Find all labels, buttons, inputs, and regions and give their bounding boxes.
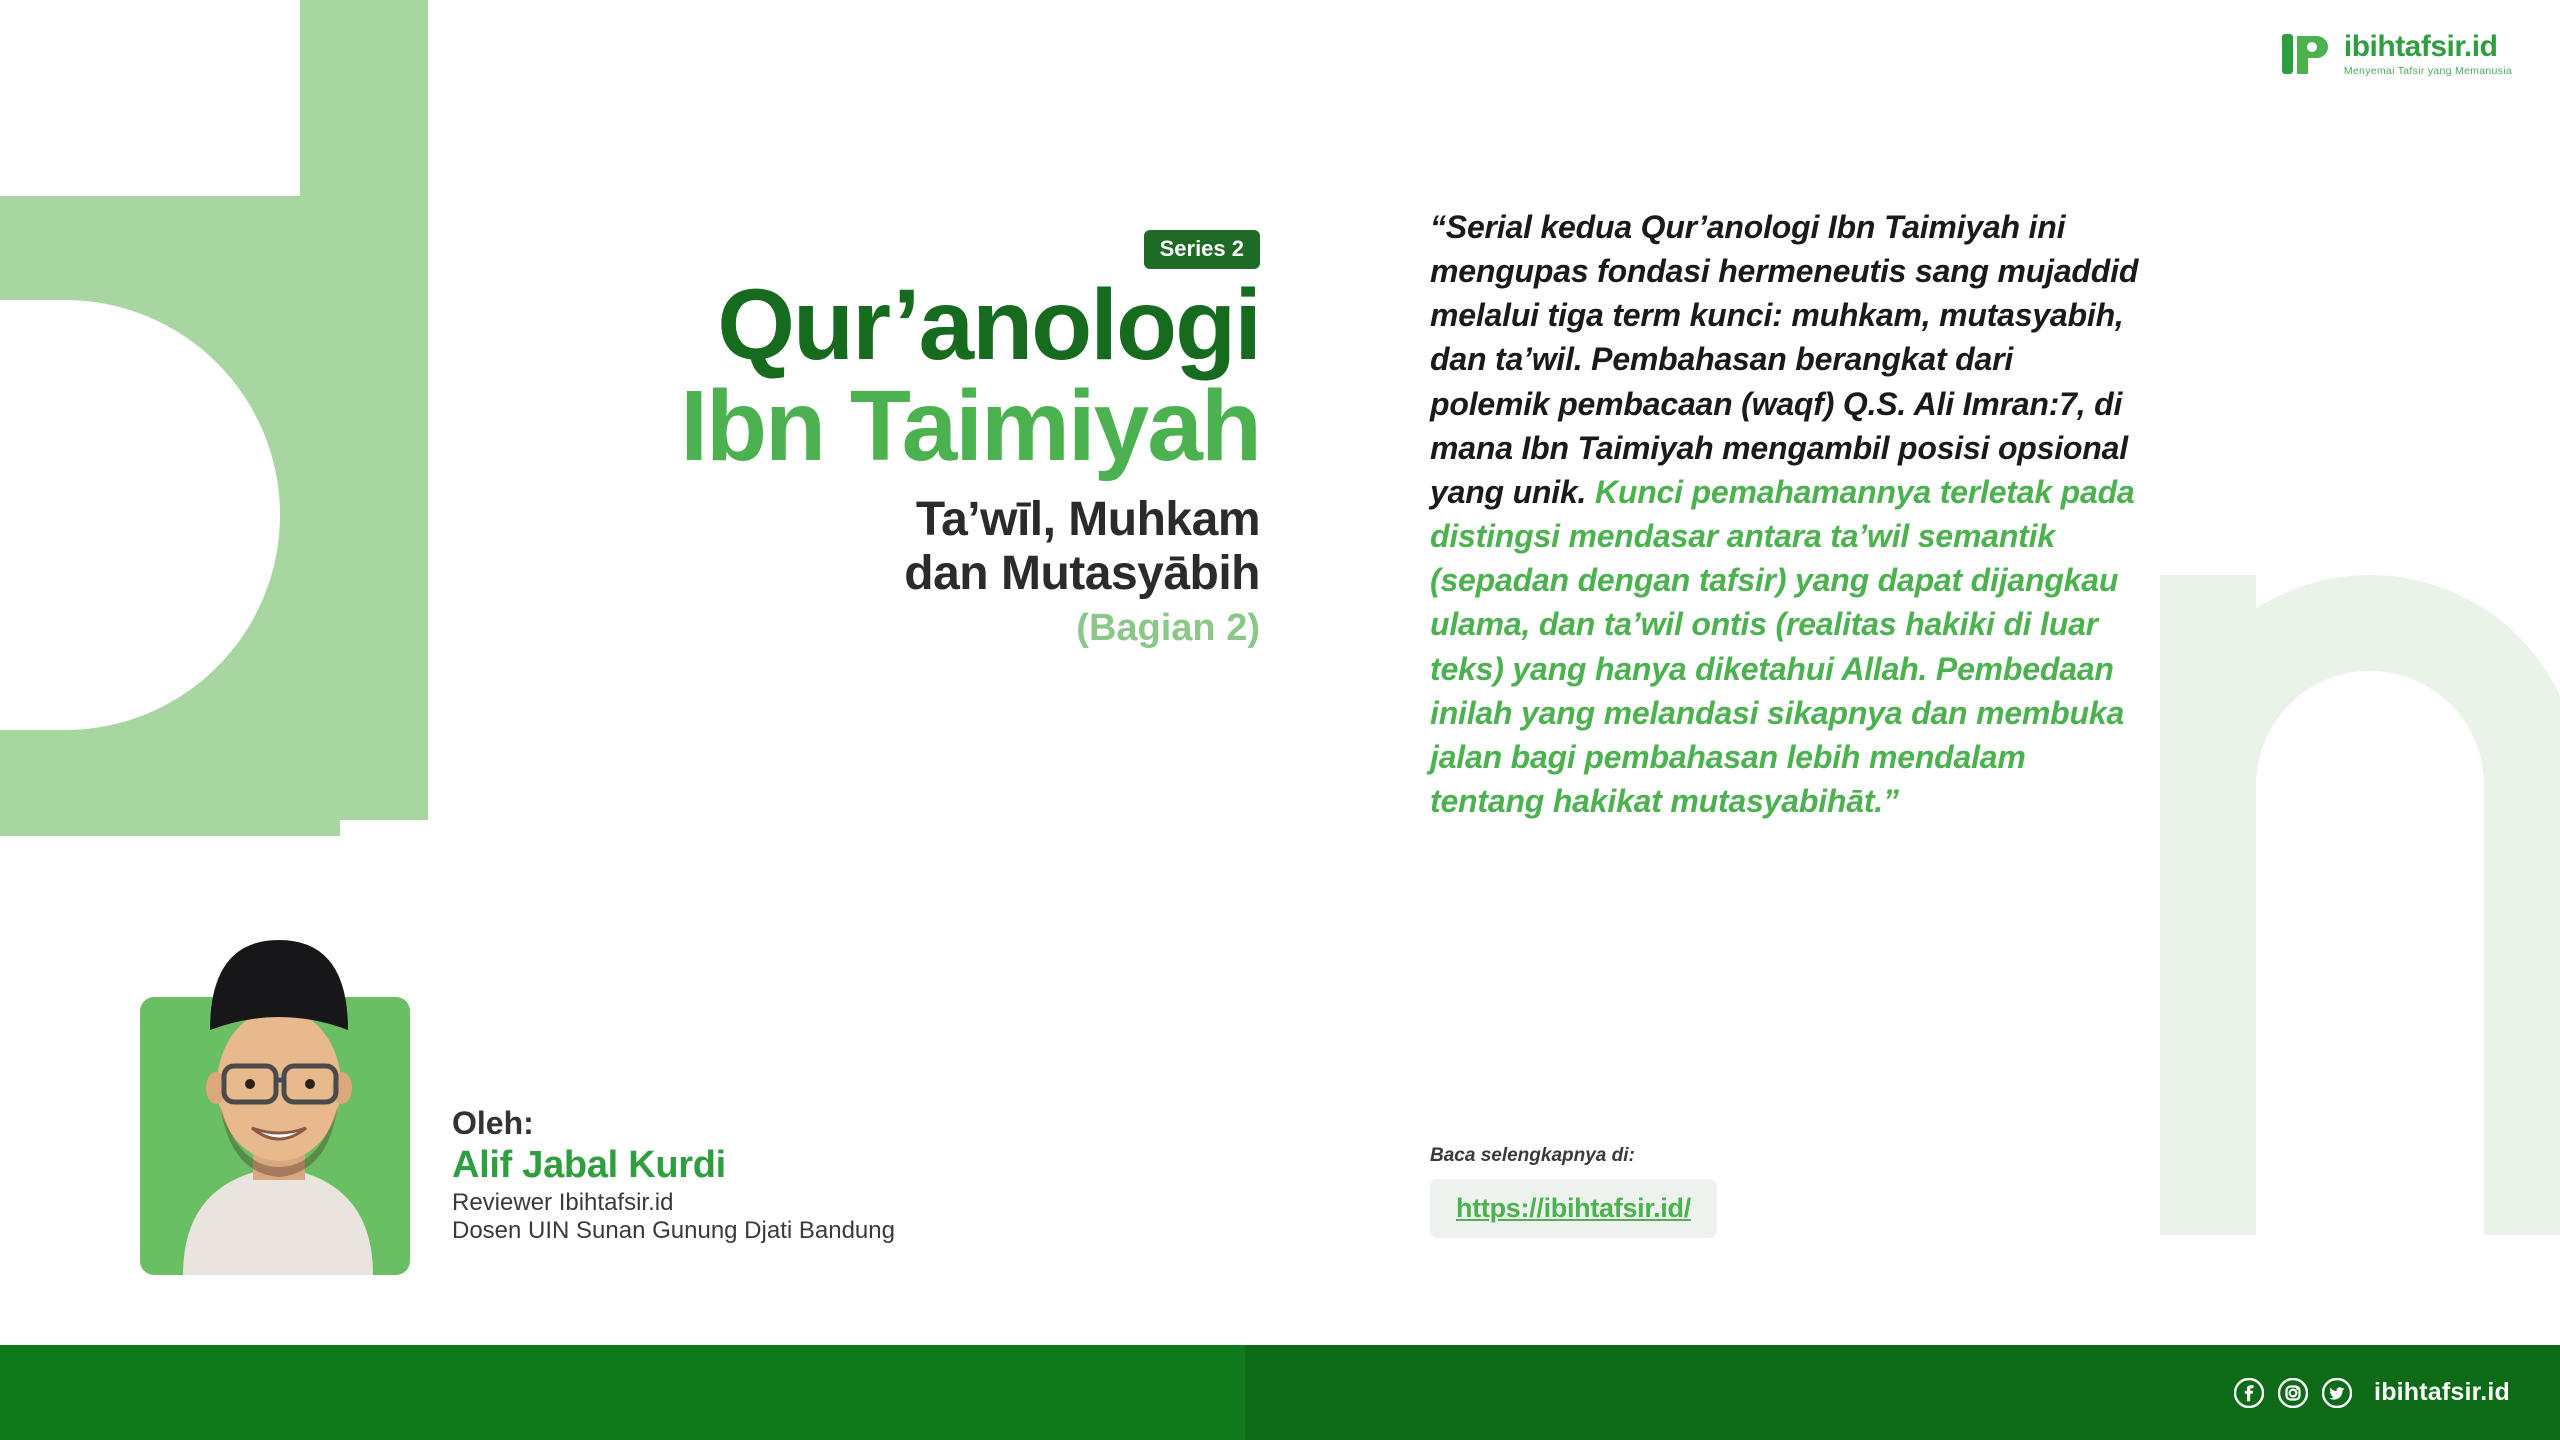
decorative-shape-n-right (2484, 725, 2560, 1235)
author-role-line2: Dosen UIN Sunan Gunung Djati Bandung (452, 1217, 895, 1244)
decorative-shape-n (2160, 575, 2560, 1235)
read-more-block (1430, 1145, 1717, 1238)
page-title-line2: Ibn Taimiyah (680, 370, 1260, 482)
avatar (140, 880, 410, 1275)
quote-block (1430, 205, 2140, 823)
logo-tagline: Menyemai Tafsir yang Memanusia (2343, 64, 2512, 77)
page-title-line1: Qur’anologi (717, 269, 1260, 381)
quote-plain-text: “Serial kedua Qur’anologi Ibn Taimiyah ini mengupas fondasi hermeneutis sang mujaddid melalui tiga term kunci: muhkam, mutasyabih, dan ta’wil. Pembahasan berangkat dari polemik pembacaan (waqf) Q.S. Ali Imran:7, di mana Ibn Taimiyah mengambil posisi opsional yang unik. (1430, 209, 2139, 510)
author-name: Alif Jabal Kurdi (452, 1144, 726, 1186)
quote-highlight-text: Kunci pemahamannya terletak pada distingsi mendasar antara ta’wil semantik (sepadan dengan tafsir) yang dapat dijangkau ulama, dan ta’wil ontis (realitas hakiki di luar teks) yang hanya diketahui Allah. Pembedaan inilah yang melandasi sikapnya dan membuka jalan bagi pembahasan lebih mendalam tentang hakikat mutasyabihāt.” (1430, 473, 2135, 820)
footer-social-group (2234, 1345, 2510, 1440)
page-subtitle-line1: Ta’wīl, Muhkam (915, 493, 1260, 546)
read-more-label: Baca selengkapnya di: (1430, 1145, 1635, 1166)
author-role-line1: Reviewer Ibihtafsir.id (452, 1189, 674, 1216)
facebook-icon[interactable] (2234, 1378, 2264, 1408)
author-info (452, 1105, 895, 1245)
page-subtitle-line2: dan Mutasyābih (904, 546, 1260, 600)
brand-logo[interactable] (2282, 30, 2512, 78)
logo-title: ibihtafsir.id (2343, 29, 2498, 63)
author-prefix: Oleh: (452, 1105, 534, 1141)
twitter-icon[interactable] (2322, 1378, 2352, 1408)
instagram-icon[interactable] (2278, 1378, 2308, 1408)
author-portrait-illustration (158, 880, 398, 1275)
read-more-link[interactable]: https://ibihtafsir.id/ (1430, 1179, 1717, 1238)
footer-handle: ibihtafsir.id (2374, 1378, 2510, 1406)
title-block (0, 230, 1400, 650)
part-label: (Bagian 2) (1076, 606, 1260, 649)
decorative-shape-n-left (2160, 575, 2256, 1235)
footer-bar-left-segment (0, 1345, 1245, 1440)
leaf-mark-icon (2282, 30, 2330, 78)
series-badge: Series 2 (1144, 230, 1260, 269)
decorative-shape-n-arch-cut (2256, 671, 2484, 911)
